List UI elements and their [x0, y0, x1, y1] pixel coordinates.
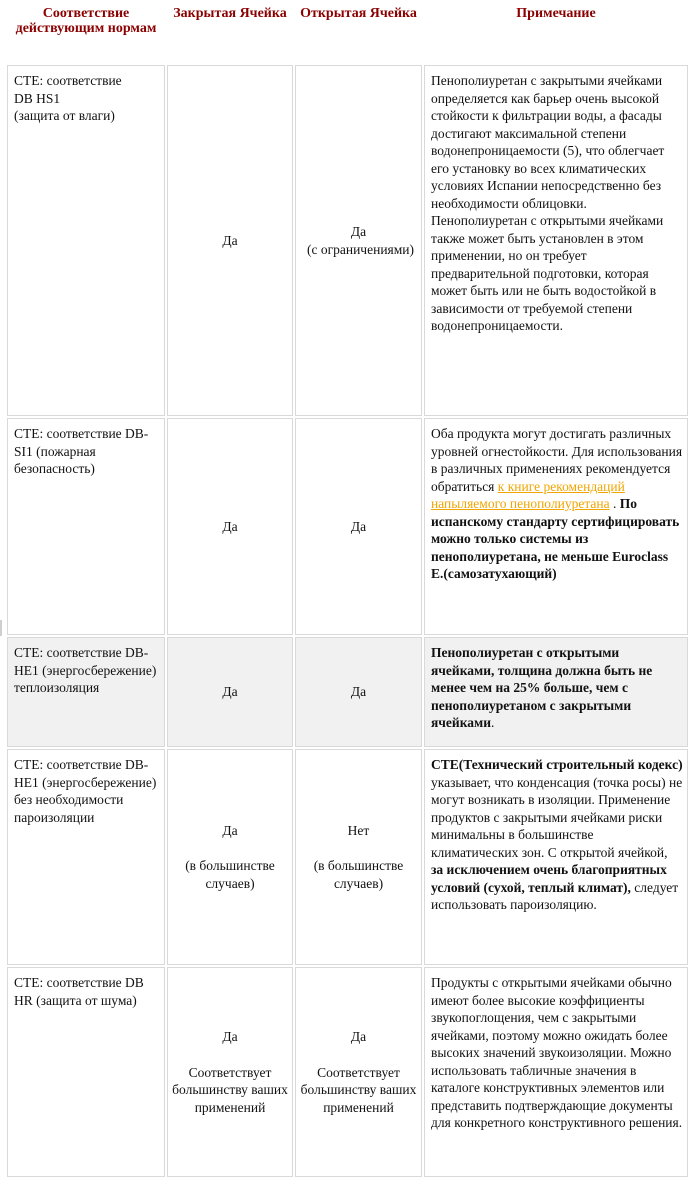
norm-cell: [7, 967, 165, 1177]
open-cell-value: [295, 637, 422, 747]
closed-cell-value: [167, 418, 293, 635]
note-cell: [424, 637, 688, 747]
table-header-row: [7, 2, 688, 63]
open-cell-value: [295, 65, 422, 416]
closed-main: Да: [222, 1029, 238, 1044]
closed-main: Да: [222, 232, 238, 248]
norm-cell: [7, 418, 165, 635]
header-closed-cell: Закрытая Ячейка: [173, 6, 287, 21]
closed-sub: (в большинстве случаев): [185, 858, 275, 891]
note-text: Продукты с открытыми ячейками обычно имеют более высокие коэффициенты звукопоглощения, чем с закрытыми ячейками, поэтому можно ожидать более высоких значений звукоизоляции. Можно использовать табличные значения в каталоге конструктивных элементов или представить подтверждающие документы для конкретного конструктивного решения.: [431, 975, 683, 1130]
header-note: Примечание: [516, 6, 596, 21]
closed-cell-value: [167, 65, 293, 416]
norm-text: CTE: соответствие DB-SI1 (пожарная безопасность): [14, 426, 149, 476]
norm-text: CTE: соответствие DB HS1 (защита от влаги): [14, 73, 122, 123]
open-main: Да: [350, 684, 367, 700]
note-cell: [424, 967, 688, 1177]
closed-main: Да: [222, 822, 238, 838]
norm-cell: [7, 65, 165, 416]
table-row: [7, 637, 688, 747]
note-text: .: [491, 715, 495, 730]
norm-cell: [7, 749, 165, 965]
norms-comparison-table: [5, 0, 690, 1179]
table-row: [7, 418, 688, 635]
note-text: Оба продукта могут достигать различных уровней огнестойкости. Для использования в различных применениях рекомендуется обратиться: [431, 426, 683, 494]
note-text: Пенополиуретан с закрытыми ячейками определяется как барьер очень высокой стойкости к фильтрации воды, а фасады достигают максимальной степени водонепроницаемости (5), что облегчает его установку во всех климатических условиях Испании непосредственно без необходимости облицовки. Пенополиуретан с открытыми ячейками также может быть установлен в этом применении, но он требует предварительной подготовки, которая может быть или не быть водостойкой в зависимости от требуемой степени водонепроницаемости.: [431, 73, 665, 333]
note-bold: CTE(Технический строительный кодекс): [431, 757, 683, 772]
closed-cell-value: [167, 967, 293, 1177]
note-text: следует использовать пароизоляцию.: [431, 879, 679, 912]
note-cell: [424, 749, 688, 965]
norm-cell: [7, 637, 165, 747]
closed-main: Да: [222, 684, 238, 700]
note-bold: По испанскому стандарту сертифицировать можно только системы из пенополиуретана, не меньше Euroclass E.(самозатухающий): [431, 496, 680, 581]
header-open-cell: Открытая Ячейка: [300, 6, 417, 21]
table-row: [7, 749, 688, 965]
note-bold: Пенополиуретан с открытыми ячейками, толщина должна быть не менее чем на 25% больше, чем с пенополиуретаном с закрытыми ячейками: [431, 645, 653, 730]
open-sub: Соответствует большинству ваших применений: [300, 1064, 417, 1115]
open-main: Да: [350, 1029, 367, 1044]
open-cell-value: [295, 418, 422, 635]
note-text: указывает, что конденсация (точка росы) не могут возникать в изоляции. Применение продуктов с закрытыми ячейками риски минимальны в большинстве климатических зон. С открытой ячейкой,: [431, 774, 683, 860]
open-main: Нет: [347, 822, 370, 838]
table-row: [7, 967, 688, 1177]
open-sub: (с ограничениями): [306, 241, 415, 257]
open-cell-value: [295, 749, 422, 965]
table-row: [7, 65, 688, 416]
open-sub: (в большинстве случаев): [313, 858, 404, 891]
norm-text: CTE: соответствие DB-HE1 (энергосбережение) теплоизоляция: [14, 645, 157, 695]
closed-sub: Соответствует большинству ваших применений: [172, 1064, 288, 1115]
norm-text: CTE: соответствие DB HR (защита от шума): [14, 975, 144, 1008]
note-bold: за исключением очень благоприятных условий (сухой, теплый климат),: [431, 862, 667, 895]
open-main: Да: [350, 518, 367, 534]
note-cell: [424, 418, 688, 635]
norm-text: CTE: соответствие DB-HE1 (энергосбережение) без необходимости пароизоляции: [14, 757, 157, 825]
open-cell-value: [295, 967, 422, 1177]
page-edge-mark: [0, 620, 2, 636]
note-cell: [424, 65, 688, 416]
closed-main: Да: [222, 518, 238, 534]
closed-cell-value: [167, 749, 293, 965]
closed-cell-value: [167, 637, 293, 747]
header-norms: Соответствие действующим нормам: [15, 6, 157, 36]
recommendations-book-link[interactable]: к книге рекомендаций напыляемого пенополиуретана: [431, 478, 625, 511]
open-main: Да: [350, 224, 367, 239]
note-text: .: [609, 496, 620, 511]
